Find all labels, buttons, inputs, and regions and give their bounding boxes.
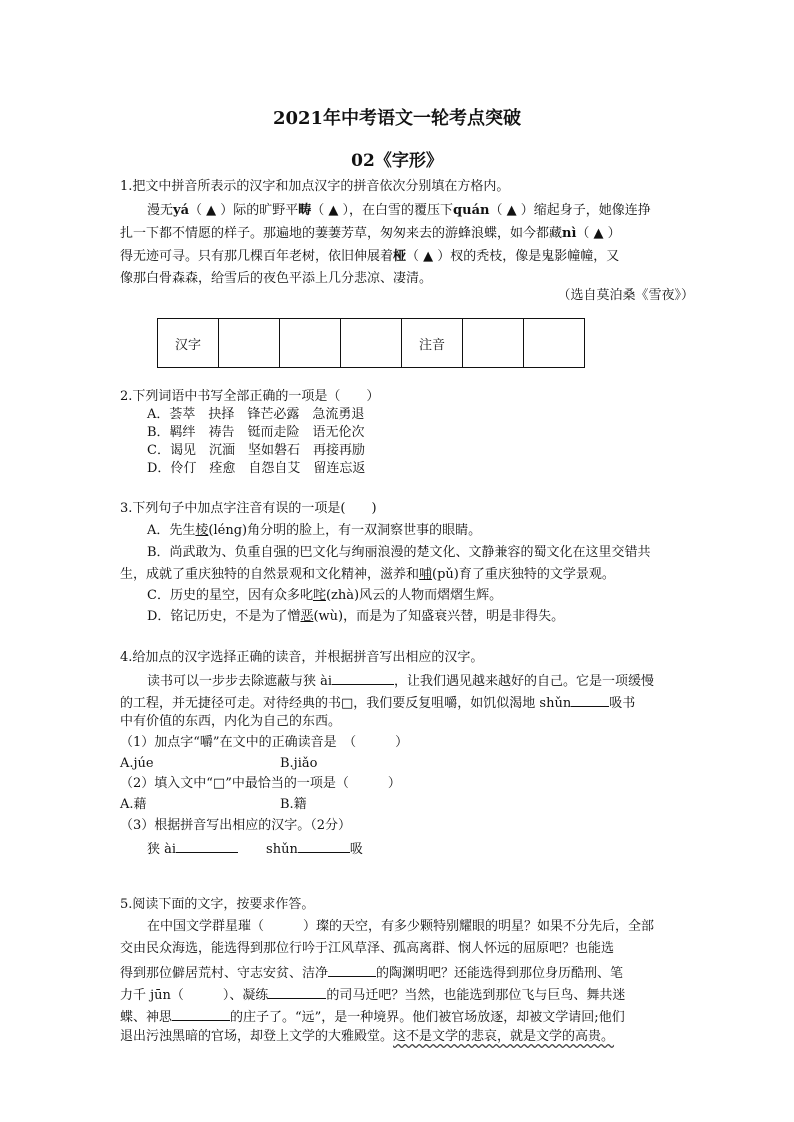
text: （ ▲ ）杈的秃枝，像是鬼影幢幢，又 (406, 249, 620, 264)
text: shǔn (266, 842, 298, 857)
q4-sub1-option-b: B.jiǎo (280, 756, 318, 771)
q4-passage-line1 (147, 670, 654, 691)
q5-passage-line5 (120, 1006, 625, 1027)
text: 退出污浊黑暗的官场，却登上文学的大雅殿堂。 (120, 1029, 394, 1044)
text: 扎一下都不情愿的样子。那遍地的萋萋芳草，匆匆来去的游蜂浪蝶，如今都藏 (120, 226, 563, 241)
marked-char: 棱 (195, 523, 209, 538)
table-label-zhuyin: 注音 (402, 319, 463, 368)
q4-sub2-option-a: A.藉 (120, 797, 147, 812)
text: (léng)角分明的脸上，有一双洞察世事的眼睛。 (208, 523, 482, 538)
text: (zhà)风云的人物而熠熠生辉。 (325, 588, 503, 603)
q2-option-b: B．羁绊 祷告 铤而走险 语无伦次 (147, 425, 365, 440)
fill-blank[interactable] (268, 984, 326, 999)
fill-blank[interactable] (176, 838, 238, 853)
q3-option-a (147, 522, 481, 540)
q2-option-c: C．谒见 沉湎 坚如磐石 再接再励 (147, 443, 365, 458)
text: A．先生 (147, 523, 196, 538)
answer-cell[interactable] (463, 319, 524, 368)
pinyin: quán (453, 203, 490, 218)
fill-blank[interactable] (298, 838, 350, 853)
q3-option-b-line1: B．尚武敢为、负重自强的巴文化与绚丽浪漫的楚文化、文静兼容的蜀文化在这里交错共 (147, 545, 651, 560)
text: 狭 ài (147, 842, 177, 857)
pinyin: nì (562, 226, 577, 241)
q1-source: （选自莫泊桑《雪夜》） (557, 288, 694, 303)
fill-blank[interactable] (172, 1006, 230, 1021)
q4-sub2: （2）填入文中“□”中最恰当的一项是（ ） (120, 776, 401, 791)
q1-passage-line1 (147, 202, 651, 220)
q4-sub3: （3）根据拼音写出相应的汉字。（2分） (120, 818, 352, 833)
q4-passage-line3: 中有价值的东西，内化为自己的东西。 (120, 714, 342, 729)
text: 的司马迁吧？当然，也能选到那位飞与巨鸟、舞共迷 (326, 988, 626, 1003)
q4-sub2-option-b: B.籍 (280, 797, 307, 812)
q2-stem: 2.下列词语中书写全部正确的一项是（ ） (120, 389, 380, 404)
fill-blank[interactable] (328, 962, 376, 977)
text: 得到那位僻居荒村、守志安贫、洁净 (120, 966, 329, 981)
table-label-hanzi: 汉字 (158, 319, 219, 368)
q3-option-c (147, 587, 502, 605)
q4-sub1: （1）加点字“嚼”在文中的正确读音是 （ ） (120, 735, 409, 750)
q1-passage-line4: 像那白骨森森，给雪后的夜色平添上几分悲凉、凄清。 (120, 271, 433, 286)
fill-blank[interactable] (332, 670, 394, 685)
q4-stem: 4.给加点的汉字选择正确的读音，并根据拼音写出相应的汉字。 (120, 650, 484, 665)
q1-passage-line2 (120, 225, 621, 243)
marked-char: 咤 (312, 588, 326, 603)
text: （ ▲ ）际的旷野平 (189, 203, 299, 218)
text: C．历史的星空，因有众多叱 (147, 588, 313, 603)
text: 生，成就了重庆独特的自然景观和文化精神，滋养和 (120, 567, 420, 582)
text: 得无迹可寻。只有那几棵百年老树，依旧伸展着 (120, 249, 394, 264)
marked-char: 恶 (300, 609, 314, 624)
text: （ ▲ ）缩起身子，她像连挣 (489, 203, 651, 218)
text: D．铭记历史，不是为了憎 (147, 609, 301, 624)
q4-sub1-option-a: A.júe (120, 756, 154, 771)
answer-cell[interactable] (280, 319, 341, 368)
text: 的工程，并无捷径可走。对待经典的书□，我们要反复咀嚼，如饥似渴地 shǔn (120, 696, 572, 711)
q4-passage-line2 (120, 692, 635, 713)
text: （ ▲ ），在白雪的覆压下 (311, 203, 454, 218)
answer-cell[interactable] (341, 319, 402, 368)
q5-passage-line1: 在中国文学群星璀（ ）璨的天空，有多少颗特别耀眼的明星？如果不分先后，全部 (147, 919, 655, 934)
q5-passage-line3 (120, 962, 623, 983)
pinyin: yá (173, 203, 189, 218)
q3-stem: 3.下列句子中加点字注音有误的一项是( ) (120, 501, 377, 516)
q5-stem: 5.阅读下面的文字，按要求作答。 (120, 897, 315, 912)
text: (wù)，而是为了知盛衰兴替，明是非得失。 (313, 609, 565, 624)
text: 读书可以一步步去除遮蔽与狭 ài (147, 674, 333, 689)
text: 蝶、神思 (120, 1010, 173, 1025)
q1-passage-line3 (120, 248, 619, 266)
q2-option-d: D．伶仃 痊愈 自怨自艾 留连忘返 (147, 461, 366, 476)
text: 的陶渊明吧？还能选得到那位身历酷刑、笔 (376, 966, 624, 981)
wavy-underlined-sentence: 这不是文学的悲哀，就是文学的高贵。 (393, 1029, 615, 1044)
fill-blank[interactable] (571, 692, 609, 707)
marked-char: 哺 (419, 567, 433, 582)
text: （ ▲ ） (576, 226, 621, 241)
text: (pǔ)育了重庆独特的文学景观。 (432, 567, 615, 582)
q4-answer-line (147, 838, 363, 859)
q3-option-d (147, 608, 564, 626)
dotted-char: 畴 (298, 203, 312, 218)
text: 力千 jūn（ ）、凝练 (120, 988, 269, 1003)
page-subtitle: 02《字形》 (351, 151, 443, 171)
q1-answer-table (157, 318, 585, 368)
q2-option-a: A．荟萃 抉择 锋芒必露 急流勇退 (147, 407, 365, 422)
dotted-char: 桠 (393, 249, 407, 264)
q3-option-b-line2 (120, 566, 615, 584)
text: 的庄子了。“远”，是一种境界。他们被官场放逐，却被文学请回;他们 (230, 1010, 625, 1025)
q1-stem: 1.把文中拼音所表示的汉字和加点汉字的拼音依次分别填在方格内。 (120, 179, 510, 194)
answer-cell[interactable] (219, 319, 280, 368)
text: 吸书 (609, 696, 636, 711)
text: ，让我们遇见越来越好的自己。它是一项缓慢 (394, 674, 655, 689)
q5-passage-line6 (120, 1028, 614, 1046)
page-title: 2021年中考语文一轮考点突破 (272, 108, 522, 129)
q5-passage-line2: 交由民众海选，能选得到那位行吟于江风草泽、孤高离群、悯人怀远的屈原吧？也能选 (120, 941, 615, 956)
text: 漫无 (147, 203, 174, 218)
q5-passage-line4 (120, 984, 625, 1005)
answer-cell[interactable] (524, 319, 585, 368)
text: 吸 (349, 842, 363, 857)
